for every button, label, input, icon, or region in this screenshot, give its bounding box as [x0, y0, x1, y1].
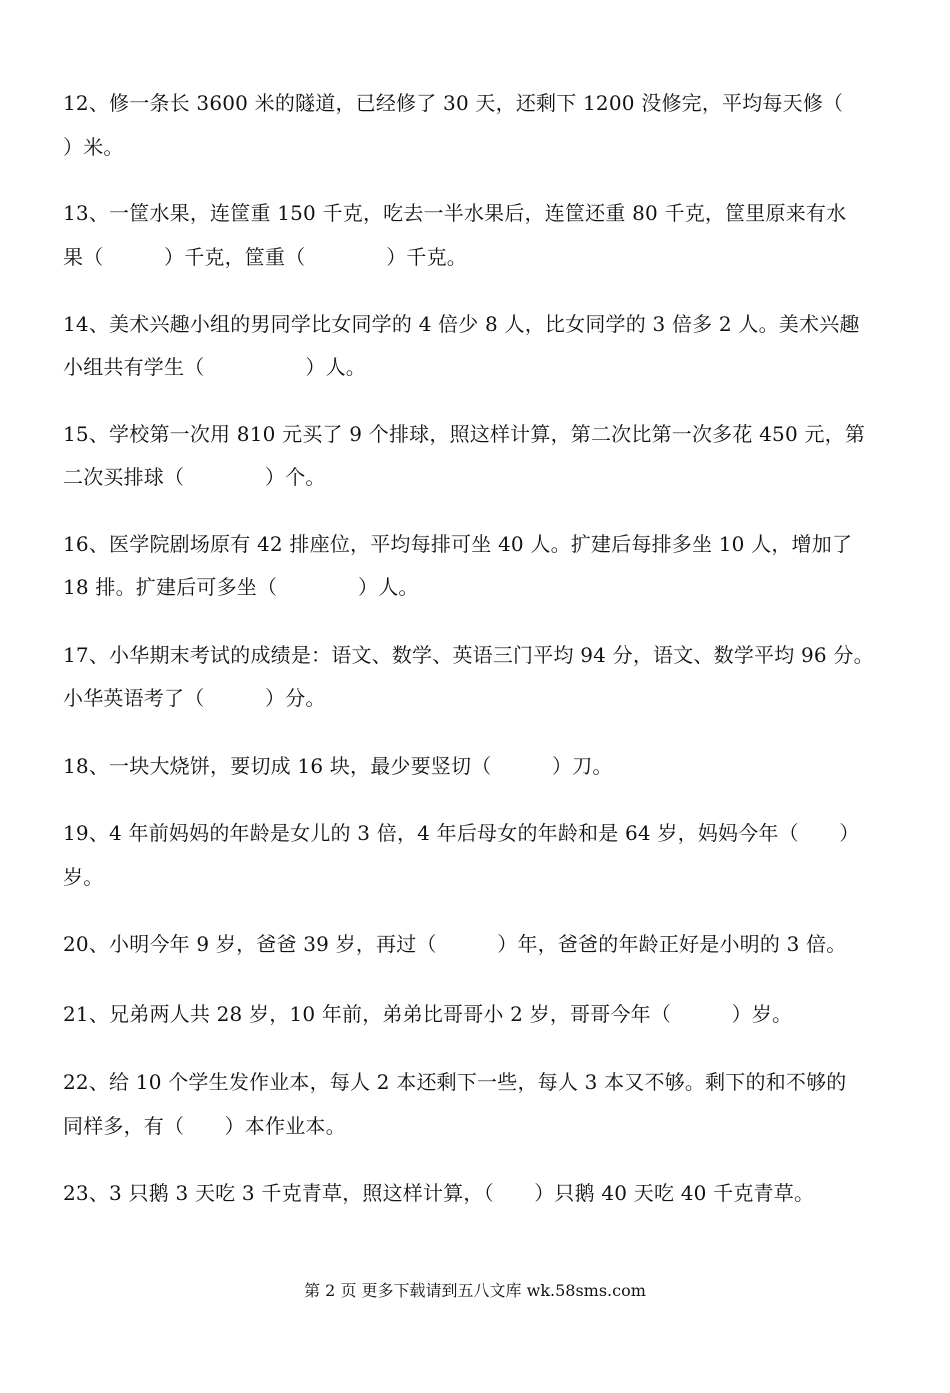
question-19-line-2: 岁。 — [63, 865, 104, 889]
question-15-line-1: 15、学校第一次用 810 元买了 9 个排球，照这样计算，第二次比第一次多花 450 元，第 — [63, 422, 866, 446]
page-footer: 第 2 页 更多下载请到五八文库 wk.58sms.com — [304, 1281, 646, 1300]
question-14-line-1: 14、美术兴趣小组的男同学比女同学的 4 倍少 8 人，比女同学的 3 倍多 2 人。美术兴趣 — [63, 312, 860, 336]
question-16-line-1: 16、医学院剧场原有 42 排座位，平均每排可坐 40 人。扩建后每排多坐 10 人，增加了 — [63, 532, 853, 556]
question-17-line-1: 17、小华期末考试的成绩是：语文、数学、英语三门平均 94 分，语文、数学平均 96 分。 — [63, 643, 874, 667]
question-13-line-1: 13、一筐水果，连筐重 150 千克，吃去一半水果后，连筐还重 80 千克，筐里原来有水 — [63, 201, 847, 225]
question-19-line-1: 19、4 年前妈妈的年龄是女儿的 3 倍，4 年后母女的年龄和是 64 岁，妈妈今年（ ） — [63, 821, 860, 845]
question-13-line-2: 果（ ）千克，筐重（ ）千克。 — [63, 245, 467, 269]
question-14-line-2: 小组共有学生（ ）人。 — [63, 355, 366, 379]
question-21-line-1: 21、兄弟两人共 28 岁，10 年前，弟弟比哥哥小 2 岁，哥哥今年（ ）岁。 — [63, 1002, 793, 1026]
question-12-line-2: ）米。 — [63, 135, 124, 159]
question-18-line-1: 18、一块大烧饼，要切成 16 块，最少要竖切（ ）刀。 — [63, 754, 613, 778]
question-22-line-1: 22、给 10 个学生发作业本，每人 2 本还剩下一些，每人 3 本又不够。剩下的和不够的 — [63, 1070, 847, 1094]
question-20-line-1: 20、小明今年 9 岁，爸爸 39 岁，再过（ ）年，爸爸的年龄正好是小明的 3 倍。 — [63, 932, 847, 956]
question-17-line-2: 小华英语考了（ ）分。 — [63, 686, 326, 710]
question-12-line-1: 12、修一条长 3600 米的隧道，已经修了 30 天，还剩下 1200 没修完，平均每天修（ — [63, 91, 844, 115]
question-15-line-2: 二次买排球（ ）个。 — [63, 465, 326, 489]
question-22-line-2: 同样多，有（ ）本作业本。 — [63, 1114, 346, 1138]
question-23-line-1: 23、3 只鹅 3 天吃 3 千克青草，照这样计算，（ ）只鹅 40 天吃 40 千克青草。 — [63, 1181, 815, 1205]
question-16-line-2: 18 排。扩建后可多坐（ ）人。 — [63, 575, 419, 599]
